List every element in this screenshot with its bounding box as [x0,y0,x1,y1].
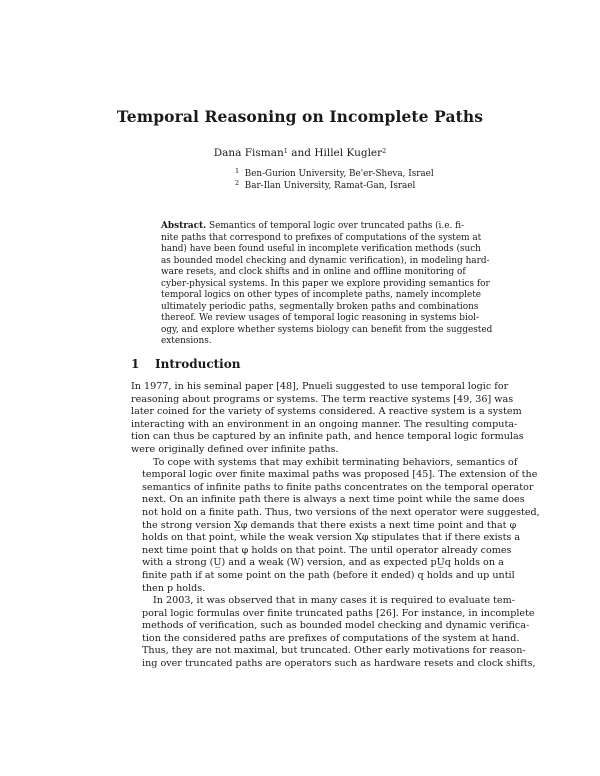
body-line: temporal logic over finite maximal paths was proposed [45]. The extension of the [142,469,538,481]
affiliation: $^1$ Ben-Gurion University, Be'er-Sheva, Israel [235,167,434,179]
body-line: not hold on a finite path. Thus, two versions of the next operator were suggested, [142,506,540,518]
body-line: with a strong (U̲) and a weak (W) version, and as expected pU̲q holds on a [142,557,504,569]
abstract-line: cyber-physical systems. In this paper we explore providing semantics for [161,278,490,289]
author-conjunction: and [291,147,311,159]
body-line: poral logic formulas over finite truncated paths [26]. For instance, in incomplete [142,607,535,619]
author-name: Dana Fisman [213,147,284,159]
abstract-line: ware resets, and clock shifts and in online and offline monitoring of [161,267,466,277]
body-line: then p holds. [142,582,206,594]
abstract-line: temporal logics on other types of incomplete paths, namely incomplete [161,290,482,300]
affiliation-mark: 1 [283,147,288,155]
paragraph [131,381,524,457]
body-line: reasoning about programs or systems. The term reactive systems [49, 36] was [131,393,514,405]
section-heading [131,357,240,371]
affiliation-mark: 2 [382,147,387,155]
abstract-line: Abstract. Semantics of temporal logic over truncated paths (i.e. fi- [161,221,465,231]
body-line: In 1977, in his seminal paper [48], Pnueli suggested to use temporal logic for [131,381,509,392]
abstract [161,221,493,348]
body-line: In 2003, it was observed that in many cases it is required to evaluate tem- [153,595,515,607]
body-line: the strong version X̲φ demands that there exists a next time point and that φ [142,519,517,531]
affiliations [235,168,434,192]
body-line: tion the considered paths are prefixes of computations of the system at hand. [142,632,520,644]
body-line: methods of verification, such as bounded model checking and dynamic verifica- [142,620,530,632]
paragraph [131,456,540,596]
body-line: tion can thus be captured by an infinite path, and hence temporal logic formulas [131,431,524,443]
abstract-line: nite paths that correspond to prefixes of computations of the system at [161,232,482,243]
body-line: interacting with an environment in an ongoing manner. The resulting computa- [131,418,518,430]
author-line [0,147,600,159]
paper-title: Temporal Reasoning on Incomplete Paths [116,107,484,126]
body-line: next time point that φ holds on that point. The until operator already comes [142,544,512,556]
paragraph [131,595,536,671]
section-body [131,381,540,671]
abstract-line: as bounded model checking and dynamic verification), in modeling hard- [161,255,490,266]
body-line: Thus, they are not maximal, but truncated. Other early motivations for reason- [142,645,526,657]
abstract-line: ogy, and explore whether systems biology can benefit from the suggested [161,324,493,335]
abstract-label: Abstract. [161,221,207,231]
body-line: holds on that point, while the weak version Xφ stipulates that if there exists a [142,532,521,544]
abstract-line: hand) have been found useful in incomplete verification methods (such [161,244,481,254]
section-title: Introduction [155,357,241,371]
body-line: semantics of infinite paths to finite paths concentrates on the temporal operator [142,481,534,493]
body-line: later coined for the variety of systems considered. A reactive system is a system [131,406,522,418]
body-line: next. On an infinite path there is always a next time point while the same does [142,494,525,506]
abstract-line: ultimately periodic paths, segmentally broken paths and combinations [161,301,479,312]
body-line: finite path if at some point on the path (before it ended) q holds and up until [142,569,515,581]
abstract-line: extensions. [161,336,212,346]
affiliation: $^2$ Bar-Ilan University, Ramat-Gan, Israel [235,179,416,191]
body-line: To cope with systems that may exhibit terminating behaviors, semantics of [153,456,518,468]
abstract-line: thereof. We review usages of temporal logic reasoning in systems biol- [161,313,479,323]
body-line: were originally defined over infinite paths. [131,443,339,455]
section-number: 1 [131,357,140,371]
body-line: ing over truncated paths are operators such as hardware resets and clock shifts, [142,658,536,670]
author-name: Hillel Kugler [314,147,383,159]
